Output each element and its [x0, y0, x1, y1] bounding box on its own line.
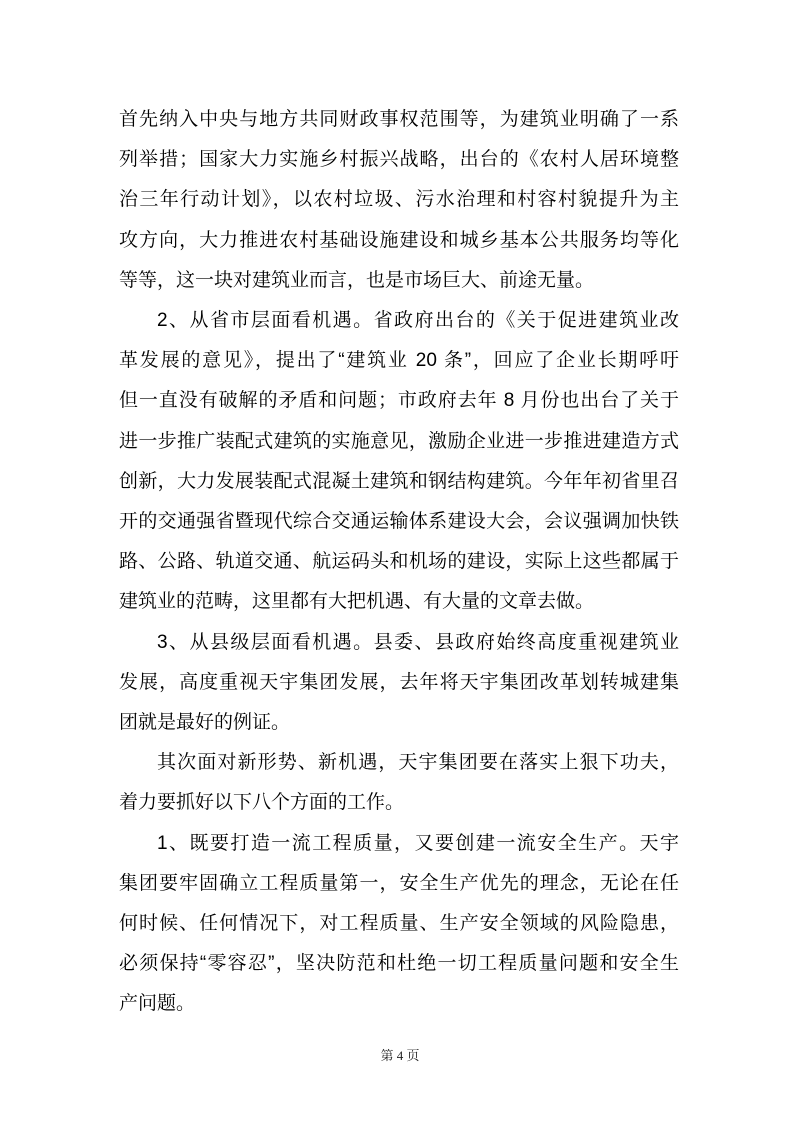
text-line: 建筑业的范畴，这里都有大把机遇、有大量的文章去做。 [119, 591, 595, 613]
text-line: 攻方向，大力推进农村基础设施建设和城乡基本公共服务均等化 [119, 229, 679, 251]
text-line: 首先纳入中央与地方共同财政事权范围等，为建筑业明确了一系 [119, 109, 679, 130]
text-line: 列举措；国家大力实施乡村振兴战略，出台的《农村人居环境整 [119, 149, 679, 171]
text-line: 但一直没有破解的矛盾和问题；市政府去年 8 月份也出台了关于 [119, 390, 679, 412]
text-line: 革发展的意见》，提出了“建筑业 20 条”，回应了企业长期呼吁 [119, 350, 679, 372]
paragraph [119, 743, 679, 823]
text-line: 等等，这一块对建筑业而言，也是市场巨大、前途无量。 [119, 269, 595, 291]
text-line: 发展，高度重视天宇集团发展，去年将天宇集团改革划转城建集 [119, 671, 679, 693]
text-line: 进一步推广装配式建筑的实施意见，激励企业进一步推进建造方式 [119, 430, 679, 452]
paragraph [119, 100, 679, 301]
document-body [119, 100, 679, 1025]
paragraph [119, 623, 679, 744]
text-line: 产问题。 [119, 993, 196, 1015]
text-line: 团就是最好的例证。 [119, 712, 291, 734]
text-line: 2、从省市层面看机遇。省政府出台的《关于促进建筑业改 [157, 310, 679, 332]
text-line: 开的交通强省暨现代综合交通运输体系建设大会，会议强调加快铁 [119, 511, 679, 533]
text-line: 何时候、任何情况下，对工程质量、生产安全领域的风险隐患， [119, 913, 679, 935]
text-line: 着力要抓好以下八个方面的工作。 [119, 792, 405, 814]
text-line: 1、既要打造一流工程质量，又要创建一流安全生产。天宇 [157, 832, 679, 854]
text-line: 集团要牢固确立工程质量第一，安全生产优先的理念，无论在任 [119, 872, 679, 894]
page-number-footer: 第 4 页 [380, 1048, 420, 1063]
text-line: 其次面对新形势、新机遇，天宇集团要在落实上狠下功夫， [157, 752, 679, 774]
text-line: 3、从县级层面看机遇。县委、县政府始终高度重视建筑业 [157, 631, 679, 653]
text-line: 路、公路、轨道交通、航运码头和机场的建设，实际上这些都属于 [119, 551, 679, 573]
paragraph [119, 824, 679, 1025]
paragraph [119, 301, 679, 623]
text-line: 必须保持“零容忍”，坚决防范和杜绝一切工程质量问题和安全生 [119, 953, 679, 975]
text-line: 治三年行动计划》，以农村垃圾、污水治理和村容村貌提升为主 [119, 189, 679, 211]
text-line: 创新，大力发展装配式混凝土建筑和钢结构建筑。今年年初省里召 [119, 470, 679, 492]
